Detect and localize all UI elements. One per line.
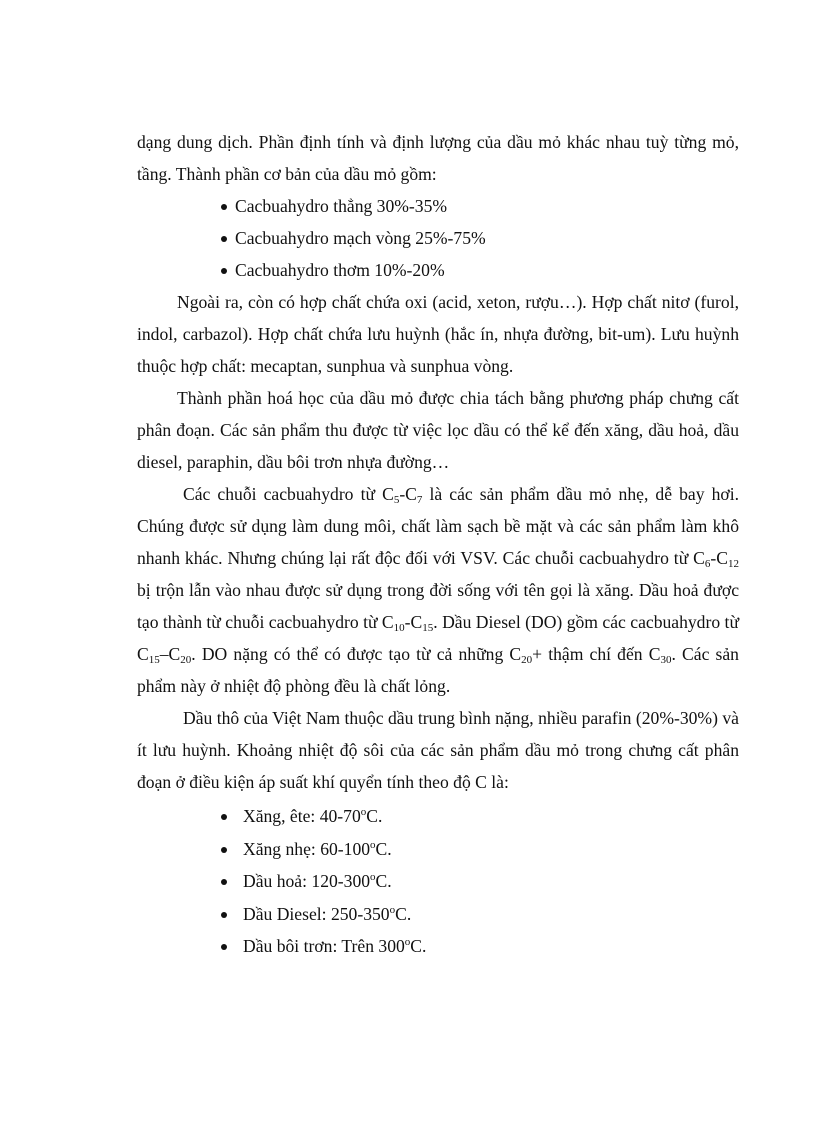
list-item: Cacbuahydro thơm 10%-20% (137, 254, 739, 286)
list-item: Cacbuahydro thẳng 30%-35% (137, 190, 739, 222)
degree-symbol: o (404, 936, 411, 948)
boiling-range-list (137, 800, 739, 963)
paragraph-distillation: Thành phần hoá học của dầu mỏ được chia tách bằng phương pháp chưng cất phân đoạn. Các sản phẩm thu được từ việc lọc dầu có thể kể đến xăng, dầu hoả, dầu diesel, paraphin, dầu bôi trơn nhựa đường… (137, 388, 739, 472)
text-run: . DO nặng có thể có được tạo từ cả những C (191, 644, 522, 664)
list-item-text: Xăng, ête: 40-70 (243, 806, 361, 826)
paragraph-other-compounds: Ngoài ra, còn có hợp chất chứa oxi (acid, xeton, rượu…). Hợp chất nitơ (furol, indol, carbazol). Hợp chất chứa lưu huỳnh (hắc ín, nhựa đường, bit-um). Lưu huỳnh thuộc hợp chất: mecaptan, sunphua và sunphua vòng. (137, 292, 739, 376)
subscript: 15 (422, 622, 434, 634)
paragraph-hydrocarbon-chains (137, 478, 739, 702)
list-item: Cacbuahydro mạch vòng 25%-75% (137, 222, 739, 254)
list-item (137, 898, 739, 931)
text-run: . Các sản phẩm này ở nhiệt độ phòng đều là chất lỏng. (137, 644, 739, 696)
unit: C. (395, 903, 412, 924)
subscript: 20 (180, 654, 192, 666)
subscript: 15 (148, 654, 160, 666)
text-run: -C (399, 484, 417, 504)
text-run: + thậm chí đến C (532, 644, 661, 664)
list-item (137, 800, 739, 833)
unit: C. (375, 871, 392, 891)
text-run: –C (159, 644, 181, 664)
degree-symbol: o (370, 871, 376, 883)
subscript: 6 (704, 558, 711, 570)
paragraph-vietnam-crude: Dầu thô của Việt Nam thuộc dầu trung bình nặng, nhiều parafin (20%-30%) và ít lưu huỳnh. Khoảng nhiệt độ sôi của các sản phẩm dầu mỏ trong chưng cất phân đoạn ở điều kiện áp suất khí quyển tính theo độ C là: (137, 708, 739, 792)
degree-symbol: o (370, 838, 376, 851)
subscript: 12 (728, 558, 739, 570)
text-run: -C (404, 612, 423, 632)
degree-symbol: o (360, 806, 367, 818)
text-run: . Dầu Diesel (DO) gồm các cacbuahydro từ C (137, 612, 739, 664)
unit: C. (366, 806, 383, 826)
unit: C. (375, 838, 392, 859)
paragraph-composition-intro: dạng dung dịch. Phần định tính và định lượng của dầu mỏ khác nhau tuỳ từng mỏ, tầng. Thành phần cơ bản của dầu mỏ gồm: (137, 132, 739, 184)
subscript: 7 (416, 494, 423, 506)
list-item (137, 865, 739, 898)
text-run: Các chuỗi cacbuahydro từ C (183, 484, 394, 504)
subscript: 5 (393, 494, 400, 506)
text-run: là các sản phẩm dầu mỏ nhẹ, dễ bay hơi. Chúng được sử dụng làm dung môi, chất làm sạch bề mặt và các sản phẩm làm khô nhanh khác. Nhưng chúng lại rất độc đối với VSV. Các chuỗi cacbuahydro từ C (137, 484, 739, 568)
list-item-text: Dầu bôi trơn: Trên 300 (243, 936, 405, 956)
text-run: bị trộn lẫn vào nhau được sử dụng trong đời sống với tên gọi là xăng. Dầu hoả được tạo thành từ chuỗi cacbuahydro từ C (137, 580, 739, 632)
list-item (137, 833, 739, 866)
unit: C. (410, 936, 427, 956)
list-item-text: Dầu Diesel: 250-350 (243, 903, 390, 924)
subscript: 20 (521, 654, 533, 666)
composition-list (137, 190, 739, 286)
degree-symbol: o (389, 903, 396, 916)
subscript: 30 (660, 654, 672, 666)
list-item-text: Dầu hoả: 120-300 (243, 871, 371, 891)
list-item (137, 930, 739, 963)
document-page (137, 126, 739, 963)
subscript: 10 (393, 622, 405, 634)
list-item-text: Xăng nhẹ: 60-100 (243, 838, 371, 859)
text-run: -C (710, 548, 728, 568)
